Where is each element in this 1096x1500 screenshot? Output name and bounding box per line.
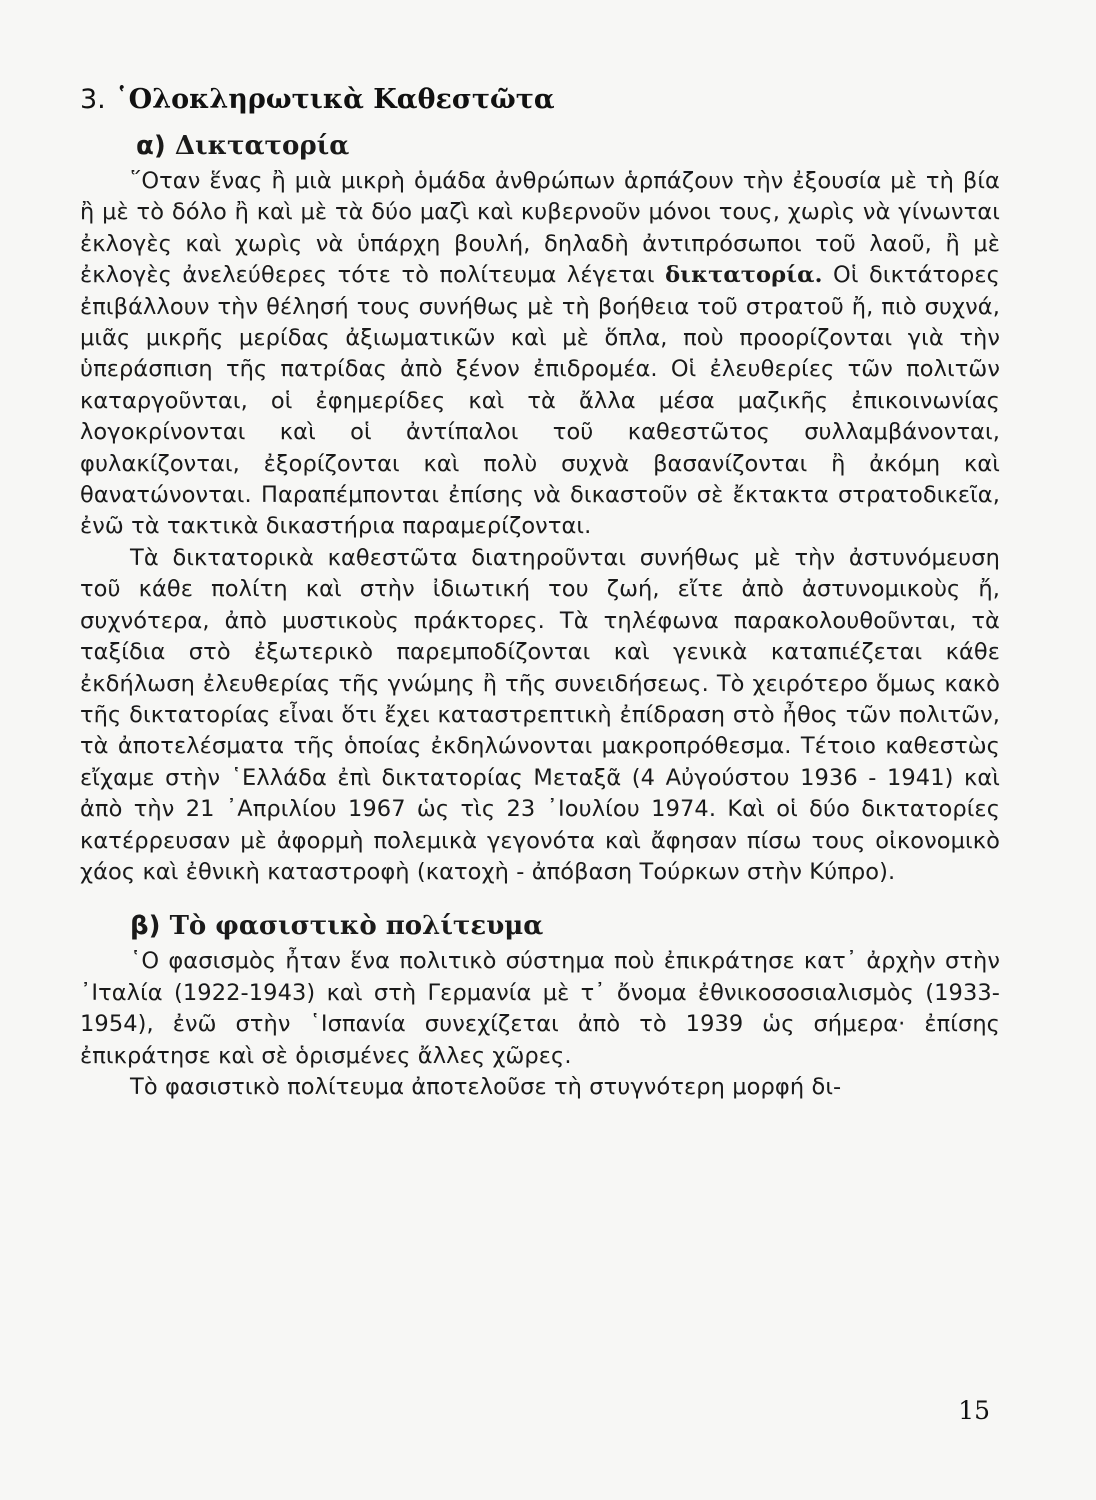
section-heading — [80, 80, 1000, 120]
section-number: 3. — [80, 84, 106, 115]
section-title: ῾Ολοκληρωτικὰ Καθεστῶτα — [115, 84, 555, 115]
page-content — [80, 80, 1000, 1103]
subsection-b-heading — [80, 906, 1000, 946]
dictatorship-term: δικτατορία. — [665, 262, 823, 289]
subsection-b-label: β) — [130, 911, 161, 942]
subsection-a-label: α) — [136, 131, 166, 161]
subsection-b-title: Τὸ φασιστικὸ πολίτευμα — [169, 911, 544, 942]
subsection-a-heading — [80, 126, 1000, 166]
fascism-paragraph-1: ῾Ο φασισμὸς ἦταν ἕνα πολιτικὸ σύστημα ποὺ ἐπικράτησε κατ᾽ ἀρχὴν στὴν ᾽Ιταλία (1922-1943) καὶ στὴ Γερμανία μὲ τ᾽ ὄνομα ἐθνικοσοσιαλισμὸς (1933-1954), ἐνῶ στὴν ῾Ισπανία συνεχίζεται ἀπὸ τὸ 1939 ὡς σήμερα· ἐπίσης ἐπικράτησε καὶ σὲ ὁρισμένες ἄλλες χῶρες. — [80, 948, 1000, 1069]
paragraph-text-after: Οἱ δικτάτορες ἐπιβάλλουν τὴν θέλησή τους συνήθως μὲ τὴ βοήθεια τοῦ στρατοῦ ἤ, πιὸ συχνά, μιᾶς μικρῆς μερίδας ἀξιωματικῶν καὶ μὲ ὅπλα, ποὺ προορίζονται γιὰ τὴν ὑπεράσπιση τῆς πατρίδας ἀπὸ ξένον ἐπιδρομέα. Οἱ ἐλευθερίες τῶν πολιτῶν καταργοῦνται, οἱ ἐφημερίδες καὶ τὰ ἄλλα μέσα μαζικῆς ἐπικοινωνίας λογοκρίνονται καὶ οἱ ἀντίπαλοι τοῦ καθεστῶτος συλλαμβάνονται, φυλακίζονται, ἐξορίζονται καὶ πολὺ συχνὰ βασανίζονται ἢ ἀκόμη καὶ θανατώνονται. Παραπέμπονται ἐπίσης νὰ δικαστοῦν σὲ ἔκτακτα στρατοδικεῖα, ἐνῶ τὰ τακτικὰ δικαστήρια παραμερίζονται. — [80, 262, 1000, 540]
dictatorship-paragraph-1 — [80, 166, 1000, 543]
page-number: 15 — [958, 1396, 990, 1425]
paragraph-text-before: ῞Οταν ἕνας ἢ μιὰ μικρὴ ὁμάδα ἀνθρώπων ἁρπάζουν τὴν ἐξουσία μὲ τὴ βία ἢ μὲ τὸ δόλο ἢ καὶ μὲ τὰ δύο μαζὶ καὶ κυβερνοῦν μόνοι τους, χωρὶς νὰ γίνωνται ἐκλογὲς καὶ χωρὶς νὰ ὑπάρχη βουλή, δηλαδὴ ἀντιπρόσωποι τοῦ λαοῦ, ἢ μὲ ἐκλογὲς ἀνελεύθερες τότε τὸ πολίτευμα λέγεται — [80, 168, 1000, 289]
subsection-a-title: Δικτατορία — [174, 131, 350, 161]
dictatorship-paragraph-2: Τὰ δικτατορικὰ καθεστῶτα διατηροῦνται συνήθως μὲ τὴν ἀστυνόμευση τοῦ κάθε πολίτη καὶ στὴν ἰδιωτική του ζωή, εἴτε ἀπὸ ἀστυνομικοὺς ἤ, συχνότερα, ἀπὸ μυστικοὺς πράκτορες. Τὰ τηλέφωνα παρακολουθοῦνται, τὰ ταξίδια στὸ ἐξωτερικὸ παρεμποδίζονται καὶ γενικὰ καταπιέζεται κάθε ἐκδήλωση ἐλευθερίας τῆς γνώμης ἢ τῆς συνειδήσεως. Τὸ χειρότερο ὅμως κακὸ τῆς δικτατορίας εἶναι ὅτι ἔχει καταστρεπτικὴ ἐπίδραση στὸ ἦθος τῶν πολιτῶν, τὰ ἀποτελέσματα τῆς ὁποίας ἐκδηλώνονται μακροπρόθεσμα. Τέτοιο καθεστὼς εἴχαμε στὴν ῾Ελλάδα ἐπὶ δικτατορίας Μεταξᾶ (4 Αὐγούστου 1936 - 1941) καὶ ἀπὸ τὴν 21 ᾽Απριλίου 1967 ὡς τὶς 23 ᾽Ιουλίου 1974. Καὶ οἱ δύο δικτατορίες κατέρρευσαν μὲ ἀφορμὴ πολεμικὰ γεγονότα καὶ ἄφησαν πίσω τους οἰκονομικὸ χάος καὶ ἐθνικὴ καταστροφὴ (κατοχὴ - ἀπόβαση Τούρκων στὴν Κύπρο). — [80, 544, 1000, 885]
fascism-paragraph-2: Τὸ φασιστικὸ πολίτευμα ἀποτελοῦσε τὴ στυγνότερη μορφή δι- — [130, 1073, 842, 1100]
